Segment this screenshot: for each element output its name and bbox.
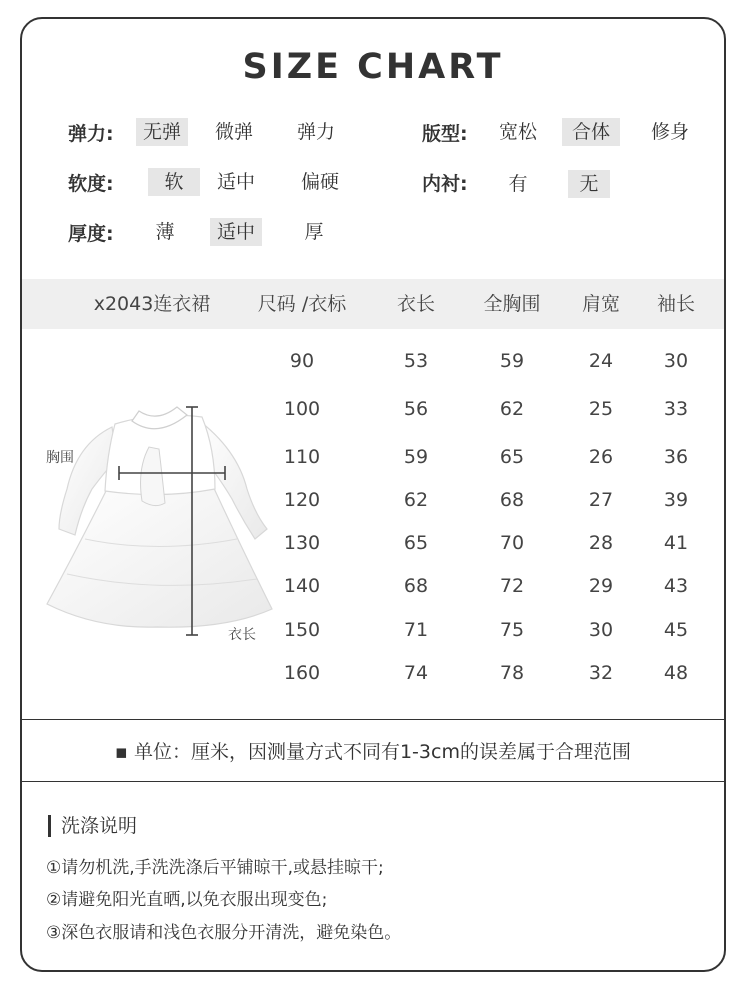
cell-sleeve: 39 (663, 489, 689, 511)
cell-size: 110 (283, 446, 321, 468)
cell-size: 150 (283, 619, 321, 641)
cell-sleeve: 30 (663, 350, 689, 372)
cell-size: 160 (283, 662, 321, 684)
cell-size: 90 (289, 350, 315, 372)
softness-option-stiff: 偏硬 (300, 171, 339, 193)
cell-sleeve: 45 (663, 619, 689, 641)
header-size: 尺码 /衣标 (257, 293, 347, 315)
softness-label: 软度: (68, 173, 114, 195)
cell-sleeve: 36 (663, 446, 689, 468)
cell-sleeve: 43 (663, 575, 689, 597)
fit-option-loose: 宽松 (498, 121, 537, 143)
header-length: 衣长 (396, 293, 436, 315)
cell-shoulder: 32 (588, 662, 614, 684)
cell-shoulder: 26 (588, 446, 614, 468)
elasticity-option-none: 无弹 (136, 118, 188, 146)
softness-option-soft: 软 (148, 168, 200, 196)
cell-chest: 75 (499, 619, 525, 641)
size-table-header (22, 279, 724, 329)
size-chart-card (20, 17, 726, 972)
cell-shoulder: 28 (588, 532, 614, 554)
fit-option-slim: 修身 (650, 121, 689, 143)
cell-chest: 70 (499, 532, 525, 554)
cell-length: 74 (403, 662, 429, 684)
fit-option-regular: 合体 (562, 118, 620, 146)
wash-instructions-title: 洗涤说明 (48, 815, 137, 837)
divider (22, 719, 724, 720)
cell-size: 140 (283, 575, 321, 597)
divider (22, 781, 724, 782)
cell-length: 59 (403, 446, 429, 468)
cell-length: 56 (403, 398, 429, 420)
lining-label: 内衬: (422, 173, 468, 195)
wash-item: ②请避免阳光直晒,以免衣服出现变色; (46, 890, 328, 910)
cell-size: 100 (283, 398, 321, 420)
dress-illustration (37, 389, 277, 649)
cell-shoulder: 24 (588, 350, 614, 372)
cell-length: 65 (403, 532, 429, 554)
lining-option-yes: 有 (508, 173, 528, 195)
unit-note: ▪ 单位：厘米，因测量方式不同有1-3cm的误差属于合理范围 (115, 741, 631, 763)
cell-length: 53 (403, 350, 429, 372)
cell-chest: 78 (499, 662, 525, 684)
cell-sleeve: 41 (663, 532, 689, 554)
cell-length: 62 (403, 489, 429, 511)
wash-item: ①请勿机洗,手洗洗涤后平铺晾干,或悬挂晾干; (46, 858, 384, 878)
header-sleeve: 袖长 (656, 293, 696, 315)
elasticity-label: 弹力: (68, 123, 114, 145)
thickness-option-medium: 适中 (210, 218, 262, 246)
header-product: x2043连衣裙 (93, 293, 211, 315)
cell-shoulder: 30 (588, 619, 614, 641)
thickness-option-thin: 薄 (155, 221, 175, 243)
softness-option-medium: 适中 (216, 171, 255, 193)
wash-item: ③深色衣服请和浅色衣服分开清洗，避免染色。 (46, 923, 402, 943)
cell-length: 68 (403, 575, 429, 597)
chest-measure-label: 胸围 (46, 450, 74, 466)
cell-chest: 62 (499, 398, 525, 420)
thickness-label: 厚度: (68, 223, 114, 245)
cell-chest: 65 (499, 446, 525, 468)
cell-shoulder: 29 (588, 575, 614, 597)
cell-size: 120 (283, 489, 321, 511)
cell-chest: 59 (499, 350, 525, 372)
cell-length: 71 (403, 619, 429, 641)
header-chest: 全胸围 (483, 293, 541, 315)
cell-size: 130 (283, 532, 321, 554)
page-title: SIZE CHART (242, 47, 504, 87)
cell-chest: 72 (499, 575, 525, 597)
thickness-option-thick: 厚 (304, 221, 324, 243)
cell-shoulder: 25 (588, 398, 614, 420)
elasticity-option-slight: 微弹 (214, 121, 253, 143)
length-measure-label: 衣长 (228, 627, 256, 643)
fit-label: 版型: (422, 123, 468, 145)
cell-chest: 68 (499, 489, 525, 511)
lining-option-no: 无 (568, 170, 610, 198)
cell-shoulder: 27 (588, 489, 614, 511)
cell-sleeve: 33 (663, 398, 689, 420)
cell-sleeve: 48 (663, 662, 689, 684)
elasticity-option-stretch: 弹力 (296, 121, 335, 143)
header-shoulder: 肩宽 (581, 293, 621, 315)
